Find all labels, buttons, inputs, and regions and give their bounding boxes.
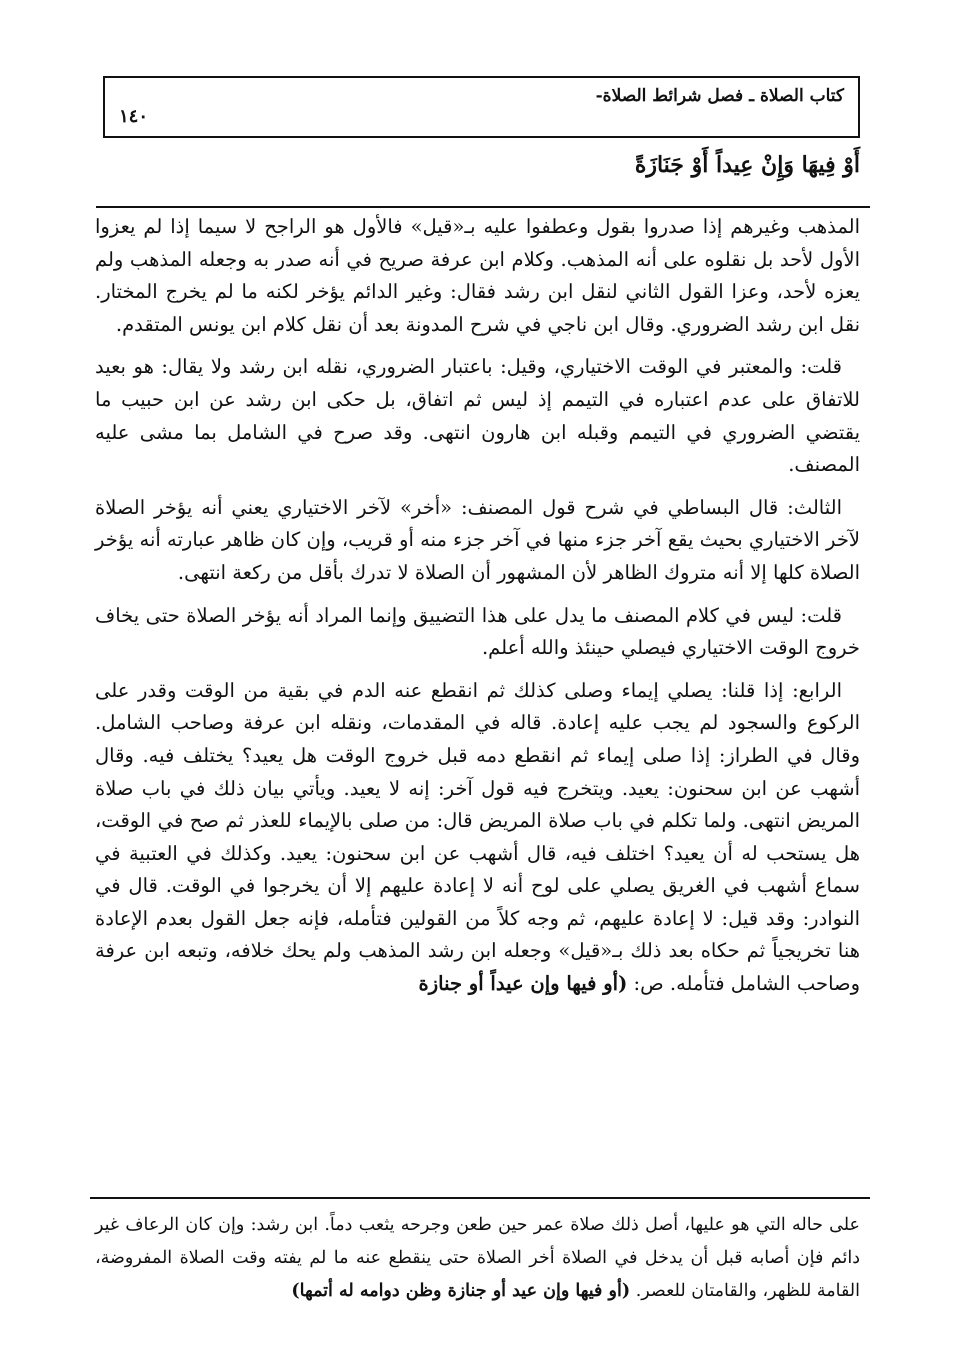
paragraph-2: قلت: والمعتبر في الوقت الاختياري، وقيل: باعتبار الضروري، نقله ابن رشد ولا يقال: هو بعيد للاتفاق على عدم اعتباره في التيمم إذ ليس ثم اتفاق، بل حكى ابن رشد عن ابن حبيب ما يقتضي الضروري في التيمم وقبله ابن هارون انتهى. وقد صرح في الشامل بما مشى عليه المصنف. [95,355,860,477]
footnote [95,1209,860,1308]
paragraph-1: المذهب وغيرهم إذا صدروا بقول وعطفوا عليه بـ«قيل» فالأول هو الراجح لا سيما إذا لم يعزوا الأول لأحد بل نقلوه على أنه المذهب. وكلام ابن عرفة صريح في أنه صدر به وجعله المذهب ولم يعزه لأحد، وعزا القول الثاني لنقل ابن رشد فقال: وغير الدائم يؤخر لكنه ما لم يخرج المختار. نقل ابن رشد الضروري. وقال ابن ناجي في شرح المدونة بعد أن نقل كلام ابن يونس المتقدم. [95,215,860,336]
paragraph-5-container [95,675,860,1001]
paragraph-3: الثالث: قال البساطي في شرح قول المصنف: «أخر» لآخر الاختياري يعني أنه يؤخر الصلاة لآخر الاختياري بحيث يقع آخر جزء منها في آخر جزء منه أو قريب، وإن كان ظاهر عبارته أنه يؤخر الصلاة كلها إلا أنه متروك الظاهر لأن المشهور أن الصلاة لا تدرك بأقل من ركعة انتهى. [95,495,860,584]
paragraph-5: الرابع: إذا قلنا: يصلي إيماء وصلى كذلك ثم انقطع عنه الدم في بقية من الوقت وقدر على الركوع والسجود لم يجب عليه إعادة. قاله في المقدمات، ونقله ابن عرفة وصاحب الشامل. وقال في الطراز: إذا صلى إيماء ثم انقطع دمه قبل خروج الوقت هل يعيد؟ يختلف فيه. وقال أشهب عن ابن سحنون: يعيد. ويتخرج فيه قول آخر: إنه لا يعيد. ويأتي بيان ذلك في باب صلاة المريض انتهى. ولما تكلم في باب صلاة المريض قال: من صلى بالإيماء للعذر ثم صح في الوقت، هل يستحب له أن يعيد؟ اختلف فيه، قال أشهب عن ابن سحنون: يعيد. وكذلك في العتبية في سماع أشهب في الغريق يصلي على لوح أنه لا إعادة عليهم إلا أن يخرجوا في الوقت. قال في النوادر: وقد قيل: لا إعادة عليهم، ثم وجه كلاً من القولين فتأمله، فإنه جعل القول بعدم الإعادة هنا تخريجياً ثم حكاه بعد ذلك بـ«قيل» وجعله ابن رشد المذهب ولم يحك خلافه، وتبعه ابن عرفة وصاحب الشامل فتأمله. ص: [95,678,860,996]
header-title: كتاب الصلاة ـ فصل شرائط الصلاة- [595,86,844,106]
footnote-divider [90,1197,870,1199]
paragraph-4: قلت: ليس في كلام المصنف ما يدل على هذا التضييق وإنما المراد أنه يؤخر الصلاة حتى يخاف خروج الوقت الاختياري فيصلي حينئذ والله أعلم. [95,603,860,660]
matn-heading: أَوْ فِيهَا وَإِنْ عِيداً أَوْ جَنَازَةً [634,152,860,178]
paragraph-5-matn: (أو فيها وإن عيداً أو جنازة [418,972,628,996]
running-header [103,76,860,138]
top-divider [96,206,870,208]
commentary-body [95,211,860,1011]
footnote-matn: (أو فيها وإن عيد أو جنازة وظن دوامه له أتمها) [291,1281,631,1301]
footnote-text: على حاله التي هو عليها، أصل ذلك صلاة عمر حين طعن وجرحه يثعب دماً. ابن رشد: وإن كان الرعاف غير دائم فإن أصابه قبل أن يدخل في الصلاة أخر الصلاة حتى ينقطع عنه ما لم يفته وقت الصلاة المفروضة، القامة للظهر، والقامتان للعصر. [95,1215,860,1301]
footnote-paragraph [95,1209,860,1308]
page-number: ١٤٠ [119,106,149,127]
